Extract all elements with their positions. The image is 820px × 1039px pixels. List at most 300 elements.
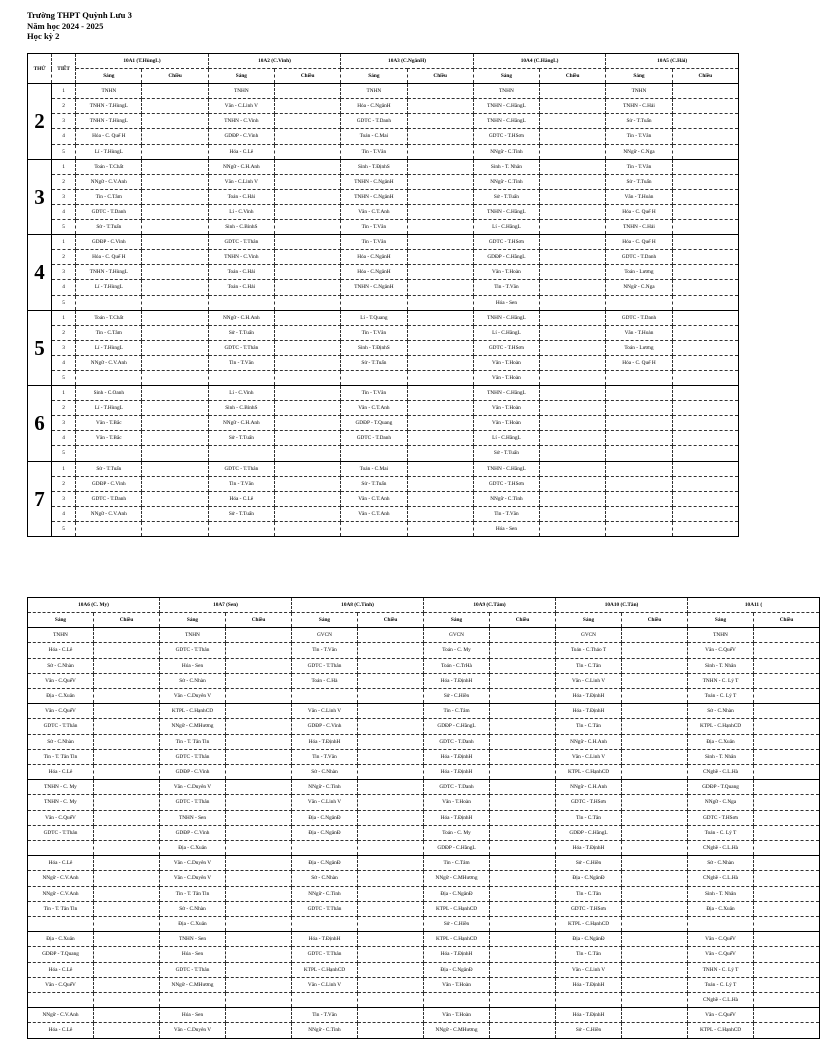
period-number: 4: [52, 280, 76, 295]
lesson-cell: NNgữ - C.V.Anh: [28, 1008, 94, 1023]
lesson-cell: Văn - C.T.Anh: [341, 491, 407, 506]
lesson-cell: Văn - T.Hoàn: [424, 795, 490, 810]
class-header: 10A1 (T.HùngL): [76, 54, 209, 69]
lesson-cell-afternoon: [540, 114, 606, 129]
lesson-cell: [208, 370, 274, 385]
lesson-cell: GDĐP - C.HằngL: [424, 841, 490, 856]
lesson-cell-afternoon: [358, 719, 424, 734]
lesson-cell-afternoon: [540, 144, 606, 159]
lesson-cell-afternoon: [226, 917, 292, 932]
lesson-cell-afternoon: [274, 416, 340, 431]
class-header: 10A2 (C.Vinh): [208, 54, 341, 69]
lesson-cell-afternoon: [226, 689, 292, 704]
day-number: 4: [28, 235, 52, 310]
day-number: 3: [28, 159, 52, 234]
lesson-cell: NNgữ - C.H.Anh: [556, 780, 622, 795]
lesson-cell-afternoon: [274, 159, 340, 174]
lesson-cell-afternoon: [142, 235, 208, 250]
lesson-cell-afternoon: [672, 461, 738, 476]
lesson-cell-afternoon: [358, 977, 424, 992]
lesson-cell-afternoon: [94, 886, 160, 901]
table-row: [28, 295, 739, 310]
lesson-cell: Sinh - T. Nhân: [473, 159, 539, 174]
lesson-cell-afternoon: [672, 310, 738, 325]
lesson-cell-afternoon: [490, 932, 556, 947]
lesson-cell: TNHN - Sen: [160, 810, 226, 825]
lesson-cell-afternoon: [490, 993, 556, 1008]
lesson-cell-afternoon: [358, 1023, 424, 1038]
lesson-cell: GDTC - T.Thân: [208, 340, 274, 355]
lesson-cell-afternoon: [672, 99, 738, 114]
table-row: [28, 719, 820, 734]
lesson-cell: Địa - C.NgânĐ: [424, 962, 490, 977]
lesson-cell-afternoon: [622, 673, 688, 688]
lesson-cell: Văn - C.QuếV: [28, 673, 94, 688]
lesson-cell: TNHN: [160, 628, 226, 643]
lesson-cell: Toán - C.Mai: [341, 461, 407, 476]
lesson-cell-afternoon: [490, 856, 556, 871]
lesson-cell: Địa - C.Xuân: [688, 734, 754, 749]
lesson-cell: GDTC - T.Thân: [28, 719, 94, 734]
lesson-cell-afternoon: [274, 265, 340, 280]
lesson-cell: Hóa - T.ĐịnhH: [556, 841, 622, 856]
lesson-cell-afternoon: [226, 901, 292, 916]
lesson-cell-afternoon: [407, 189, 473, 204]
lesson-cell-afternoon: [490, 917, 556, 932]
lesson-cell-afternoon: [142, 355, 208, 370]
lesson-cell: GDTC - T.Danh: [606, 250, 672, 265]
lesson-cell-afternoon: [540, 325, 606, 340]
session-afternoon: Chiều: [754, 613, 820, 628]
lesson-cell: Tin - T.Văn: [341, 386, 407, 401]
lesson-cell: NNgữ - C.MHương: [424, 1023, 490, 1038]
lesson-cell: TNHN: [606, 84, 672, 99]
lesson-cell-afternoon: [94, 977, 160, 992]
table-row: [28, 856, 820, 871]
lesson-cell-afternoon: [274, 401, 340, 416]
lesson-cell: [606, 401, 672, 416]
lesson-cell: Hóa - T.ĐịnhH: [424, 765, 490, 780]
lesson-cell-afternoon: [754, 1023, 820, 1038]
lesson-cell-afternoon: [142, 204, 208, 219]
lesson-cell: Hóa - C. Quế H: [606, 355, 672, 370]
table-row: [28, 628, 820, 643]
session-morning: Sáng: [473, 69, 539, 84]
lesson-cell-afternoon: [358, 856, 424, 871]
lesson-cell-afternoon: [622, 825, 688, 840]
lesson-cell-afternoon: [622, 886, 688, 901]
lesson-cell: Tin - T.Văn: [292, 1008, 358, 1023]
session-afternoon: Chiều: [540, 69, 606, 84]
session-afternoon: Chiều: [94, 613, 160, 628]
lesson-cell-afternoon: [407, 476, 473, 491]
lesson-cell: Hóa - T.ĐịnhH: [556, 704, 622, 719]
lesson-cell: TNHN - C.Vinh: [208, 114, 274, 129]
lesson-cell: Hóa - T.ĐịnhH: [292, 932, 358, 947]
lesson-cell-afternoon: [142, 220, 208, 235]
lesson-cell: [606, 476, 672, 491]
lesson-cell-afternoon: [622, 1008, 688, 1023]
lesson-cell: Hóa - C. Quế H: [76, 129, 142, 144]
lesson-cell-afternoon: [94, 841, 160, 856]
lesson-cell: Địa - C.NgânĐ: [292, 825, 358, 840]
lesson-cell-afternoon: [94, 962, 160, 977]
lesson-cell-afternoon: [540, 340, 606, 355]
lesson-cell: Văn - C.QuếV: [28, 977, 94, 992]
period-number: 2: [52, 476, 76, 491]
lesson-cell-afternoon: [754, 977, 820, 992]
table-row: [28, 461, 739, 476]
lesson-cell: Văn - T.Hoàn: [473, 265, 539, 280]
table-row: [28, 962, 820, 977]
lesson-cell: [208, 446, 274, 461]
lesson-cell: Lí - C.HằngL: [473, 431, 539, 446]
lesson-cell: Sử - C.Nhàn: [688, 856, 754, 871]
lesson-cell-afternoon: [142, 521, 208, 536]
lesson-cell: Văn - C.QuếV: [688, 932, 754, 947]
lesson-cell: Hóa - T.ĐịnhH: [556, 689, 622, 704]
period-number: 1: [52, 84, 76, 99]
lesson-cell: GVCN: [556, 628, 622, 643]
lesson-cell: Văn - C.Linh V: [292, 704, 358, 719]
lesson-cell-afternoon: [754, 917, 820, 932]
lesson-cell-afternoon: [142, 144, 208, 159]
lesson-cell: [208, 521, 274, 536]
lesson-cell: GDTC - T.Thân: [292, 658, 358, 673]
lesson-cell: Sử - C.Nhàn: [292, 871, 358, 886]
session-afternoon: Chiều: [226, 613, 292, 628]
lesson-cell-afternoon: [142, 114, 208, 129]
lesson-cell-afternoon: [358, 658, 424, 673]
lesson-cell: Sử - T.Tuấn: [208, 506, 274, 521]
lesson-cell: Sử - T.Tuấn: [473, 189, 539, 204]
session-afternoon: Chiều: [358, 613, 424, 628]
lesson-cell: [606, 491, 672, 506]
lesson-cell-afternoon: [622, 780, 688, 795]
lesson-cell: Tin - C.Tân: [556, 947, 622, 962]
lesson-cell: [76, 295, 142, 310]
lesson-cell-afternoon: [754, 719, 820, 734]
lesson-cell: GVCN: [292, 628, 358, 643]
lesson-cell-afternoon: [540, 129, 606, 144]
lesson-cell: Sử - T.Tuấn: [473, 446, 539, 461]
lesson-cell: GDĐP - T.Quang: [28, 947, 94, 962]
lesson-cell-afternoon: [672, 235, 738, 250]
lesson-cell: TNHN - C.Hải: [606, 99, 672, 114]
session-morning: Sáng: [341, 69, 407, 84]
lesson-cell-afternoon: [754, 673, 820, 688]
table-row: [28, 810, 820, 825]
lesson-cell-afternoon: [754, 886, 820, 901]
lesson-cell-afternoon: [142, 295, 208, 310]
lesson-cell: Văn - T.Hoàn: [473, 401, 539, 416]
lesson-cell-afternoon: [407, 174, 473, 189]
lesson-cell: Tin - T. Tân Tin: [160, 886, 226, 901]
lesson-cell-afternoon: [622, 932, 688, 947]
lesson-cell: GDTC - T.HSơn: [473, 340, 539, 355]
lesson-cell-afternoon: [754, 780, 820, 795]
lesson-cell-afternoon: [94, 993, 160, 1008]
lesson-cell-afternoon: [226, 947, 292, 962]
period-number: 3: [52, 265, 76, 280]
lesson-cell: TNHN: [473, 84, 539, 99]
lesson-cell-afternoon: [672, 325, 738, 340]
lesson-cell-afternoon: [540, 174, 606, 189]
lesson-cell: Tin - T. Tân Tin: [28, 901, 94, 916]
lesson-cell-afternoon: [622, 977, 688, 992]
table-row: [28, 841, 820, 856]
table-row: [28, 280, 739, 295]
lesson-cell: NNgữ - C.Tình: [473, 144, 539, 159]
lesson-cell-afternoon: [540, 416, 606, 431]
lesson-cell-afternoon: [672, 386, 738, 401]
table-row: [28, 401, 739, 416]
lesson-cell-afternoon: [407, 446, 473, 461]
lesson-cell: GDTC - T.Thân: [208, 461, 274, 476]
lesson-cell-afternoon: [226, 628, 292, 643]
lesson-cell-afternoon: [407, 325, 473, 340]
period-number: 2: [52, 325, 76, 340]
lesson-cell-afternoon: [274, 129, 340, 144]
lesson-cell-afternoon: [358, 947, 424, 962]
lesson-cell: Tin - C.Tân: [556, 886, 622, 901]
lesson-cell: Văn - C.Linh V: [208, 99, 274, 114]
lesson-cell: GDTC - T.Danh: [341, 431, 407, 446]
lesson-cell-afternoon: [142, 174, 208, 189]
period-number: 3: [52, 340, 76, 355]
lesson-cell: Tin - T.Văn: [473, 506, 539, 521]
lesson-cell-afternoon: [142, 416, 208, 431]
lesson-cell-afternoon: [490, 795, 556, 810]
lesson-cell-afternoon: [407, 431, 473, 446]
lesson-cell-afternoon: [226, 932, 292, 947]
lesson-cell: GDTC - T.Thân: [292, 947, 358, 962]
lesson-cell-afternoon: [490, 841, 556, 856]
lesson-cell: [606, 446, 672, 461]
lesson-cell-afternoon: [407, 461, 473, 476]
lesson-cell: Toán - C. My: [424, 825, 490, 840]
lesson-cell: NNgữ - C.H.Anh: [208, 159, 274, 174]
lesson-cell-afternoon: [358, 780, 424, 795]
lesson-cell-afternoon: [358, 795, 424, 810]
lesson-cell: NNgữ - C.Nga: [688, 795, 754, 810]
lesson-cell: TNHN - C.HằngL: [473, 461, 539, 476]
lesson-cell-afternoon: [490, 765, 556, 780]
lesson-cell-afternoon: [274, 174, 340, 189]
lesson-cell-afternoon: [274, 280, 340, 295]
table-row: [28, 370, 739, 385]
lesson-cell-afternoon: [94, 901, 160, 916]
lesson-cell-afternoon: [94, 719, 160, 734]
lesson-cell-afternoon: [142, 325, 208, 340]
table-row: [28, 734, 820, 749]
lesson-cell-afternoon: [226, 704, 292, 719]
lesson-cell: Địa - C.NgânĐ: [292, 856, 358, 871]
lesson-cell-afternoon: [407, 114, 473, 129]
lesson-cell: GDTC - T.HSơn: [556, 901, 622, 916]
lesson-cell-afternoon: [540, 250, 606, 265]
lesson-cell-afternoon: [490, 1008, 556, 1023]
lesson-cell: GDTC - T.Thân: [208, 235, 274, 250]
session-morning: Sáng: [424, 613, 490, 628]
lesson-cell: GDTC - T.Thân: [292, 901, 358, 916]
lesson-cell-afternoon: [672, 416, 738, 431]
lesson-cell: TNHN: [28, 628, 94, 643]
table-row: [28, 658, 820, 673]
lesson-cell-afternoon: [226, 977, 292, 992]
lesson-cell-afternoon: [142, 280, 208, 295]
lesson-cell: GVCN: [424, 628, 490, 643]
lesson-cell-afternoon: [622, 947, 688, 962]
lesson-cell: Tin - C.Tân: [556, 719, 622, 734]
period-number: 2: [52, 250, 76, 265]
lesson-cell-afternoon: [407, 506, 473, 521]
lesson-cell: Toán - T.Chất: [76, 310, 142, 325]
lesson-cell: Lí - T.HùngL: [76, 340, 142, 355]
period-number: 1: [52, 310, 76, 325]
lesson-cell-afternoon: [754, 689, 820, 704]
lesson-cell-afternoon: [540, 370, 606, 385]
lesson-cell-afternoon: [226, 1008, 292, 1023]
semester: Học kỳ 2: [27, 31, 60, 42]
lesson-cell-afternoon: [226, 871, 292, 886]
lesson-cell: Văn - C.T.Anh: [341, 401, 407, 416]
session-morning: Sáng: [688, 613, 754, 628]
lesson-cell: Lí - T.Quang: [341, 310, 407, 325]
lesson-cell: Hóa - C.Lê: [28, 856, 94, 871]
lesson-cell: Sinh - C.BìnhS: [208, 220, 274, 235]
lesson-cell: TNHN - C.HằngL: [473, 204, 539, 219]
lesson-cell: Văn - T.Bắc: [76, 431, 142, 446]
lesson-cell-afternoon: [672, 189, 738, 204]
lesson-cell-afternoon: [226, 780, 292, 795]
lesson-cell-afternoon: [672, 114, 738, 129]
lesson-cell: Hóa - Sen: [473, 295, 539, 310]
lesson-cell: NNgữ - C.Nga: [606, 144, 672, 159]
lesson-cell: [292, 917, 358, 932]
lesson-cell: GDTC - T.HSơn: [473, 235, 539, 250]
lesson-cell: Tin - C.Tâm: [424, 704, 490, 719]
period-number: 1: [52, 386, 76, 401]
lesson-cell-afternoon: [622, 765, 688, 780]
lesson-cell-afternoon: [672, 280, 738, 295]
lesson-cell: GDTC - T.HSơn: [473, 476, 539, 491]
lesson-cell-afternoon: [358, 643, 424, 658]
table-row: [28, 204, 739, 219]
lesson-cell-afternoon: [358, 993, 424, 1008]
table-row: [28, 189, 739, 204]
lesson-cell: Sử - T.Tuấn: [208, 325, 274, 340]
lesson-cell: Hóa - Sen: [160, 1008, 226, 1023]
lesson-cell: Sử - C.Hiền: [556, 1023, 622, 1038]
lesson-cell: Tin - C.Tâm: [424, 856, 490, 871]
lesson-cell: Toán - C. Lý T: [688, 825, 754, 840]
lesson-cell: GDĐP - C.Vinh: [160, 825, 226, 840]
lesson-cell-afternoon: [540, 265, 606, 280]
lesson-cell-afternoon: [274, 114, 340, 129]
lesson-cell: Hóa - C.NgânH: [341, 99, 407, 114]
lesson-cell: [76, 521, 142, 536]
lesson-cell-afternoon: [407, 340, 473, 355]
lesson-cell-afternoon: [226, 673, 292, 688]
lesson-cell: Lí - T.HùngL: [76, 144, 142, 159]
lesson-cell: Tin - T. Tân Tin: [28, 749, 94, 764]
table-row: [28, 84, 739, 99]
table-row: [28, 491, 739, 506]
lesson-cell-afternoon: [754, 749, 820, 764]
lesson-cell: Hóa - T.ĐịnhH: [556, 977, 622, 992]
lesson-cell: [606, 521, 672, 536]
lesson-cell-afternoon: [672, 340, 738, 355]
lesson-cell: Sử - T.Tuấn: [606, 114, 672, 129]
lesson-cell-afternoon: [274, 310, 340, 325]
lesson-cell-afternoon: [672, 159, 738, 174]
lesson-cell: Toán - C. Lý T: [688, 689, 754, 704]
lesson-cell-afternoon: [490, 871, 556, 886]
lesson-cell-afternoon: [226, 856, 292, 871]
lesson-cell-afternoon: [142, 189, 208, 204]
lesson-cell: TNHN - C.HằngL: [473, 310, 539, 325]
lesson-cell: Sinh - T. Nhân: [688, 886, 754, 901]
lesson-cell: NNgữ - C.Tình: [292, 780, 358, 795]
session-morning: Sáng: [556, 613, 622, 628]
lesson-cell-afternoon: [672, 370, 738, 385]
lesson-cell: [292, 689, 358, 704]
lesson-cell: Sử - T.Tuấn: [341, 355, 407, 370]
lesson-cell: Văn - T.Hoàn: [606, 189, 672, 204]
lesson-cell-afternoon: [407, 370, 473, 385]
lesson-cell-afternoon: [672, 476, 738, 491]
table-row: [28, 265, 739, 280]
lesson-cell: TNHN - C.Hải: [606, 220, 672, 235]
lesson-cell: Toán - Lương: [606, 265, 672, 280]
lesson-cell: TNHN - C.NgânH: [341, 189, 407, 204]
table-row: [28, 129, 739, 144]
lesson-cell: Sử - C.Nhàn: [28, 658, 94, 673]
table-row: [28, 521, 739, 536]
lesson-cell-afternoon: [407, 310, 473, 325]
lesson-cell-afternoon: [94, 749, 160, 764]
lesson-cell-afternoon: [407, 401, 473, 416]
lesson-cell-afternoon: [274, 461, 340, 476]
table-row: [28, 689, 820, 704]
lesson-cell-afternoon: [226, 734, 292, 749]
lesson-cell: [76, 446, 142, 461]
lesson-cell: NNgữ - C.V.Anh: [76, 174, 142, 189]
lesson-cell-afternoon: [94, 734, 160, 749]
table-row: [28, 643, 820, 658]
lesson-cell-afternoon: [672, 204, 738, 219]
lesson-cell-afternoon: [94, 658, 160, 673]
lesson-cell-afternoon: [358, 1008, 424, 1023]
lesson-cell-afternoon: [540, 235, 606, 250]
lesson-cell: [341, 446, 407, 461]
lesson-cell-afternoon: [358, 917, 424, 932]
lesson-cell-afternoon: [274, 476, 340, 491]
lesson-cell-afternoon: [672, 174, 738, 189]
session-morning: Sáng: [160, 613, 226, 628]
lesson-cell: Hóa - C.Lê: [208, 491, 274, 506]
period-number: 5: [52, 220, 76, 235]
lesson-cell: Tin - C.Tân: [556, 810, 622, 825]
lesson-cell: Địa - C.NgânĐ: [556, 871, 622, 886]
lesson-cell: TNHN: [341, 84, 407, 99]
lesson-cell: NNgữ - C.V.Anh: [28, 871, 94, 886]
lesson-cell: Toán - C.Thảo T: [556, 643, 622, 658]
lesson-cell-afternoon: [226, 643, 292, 658]
lesson-cell-afternoon: [490, 825, 556, 840]
lesson-cell-afternoon: [754, 704, 820, 719]
